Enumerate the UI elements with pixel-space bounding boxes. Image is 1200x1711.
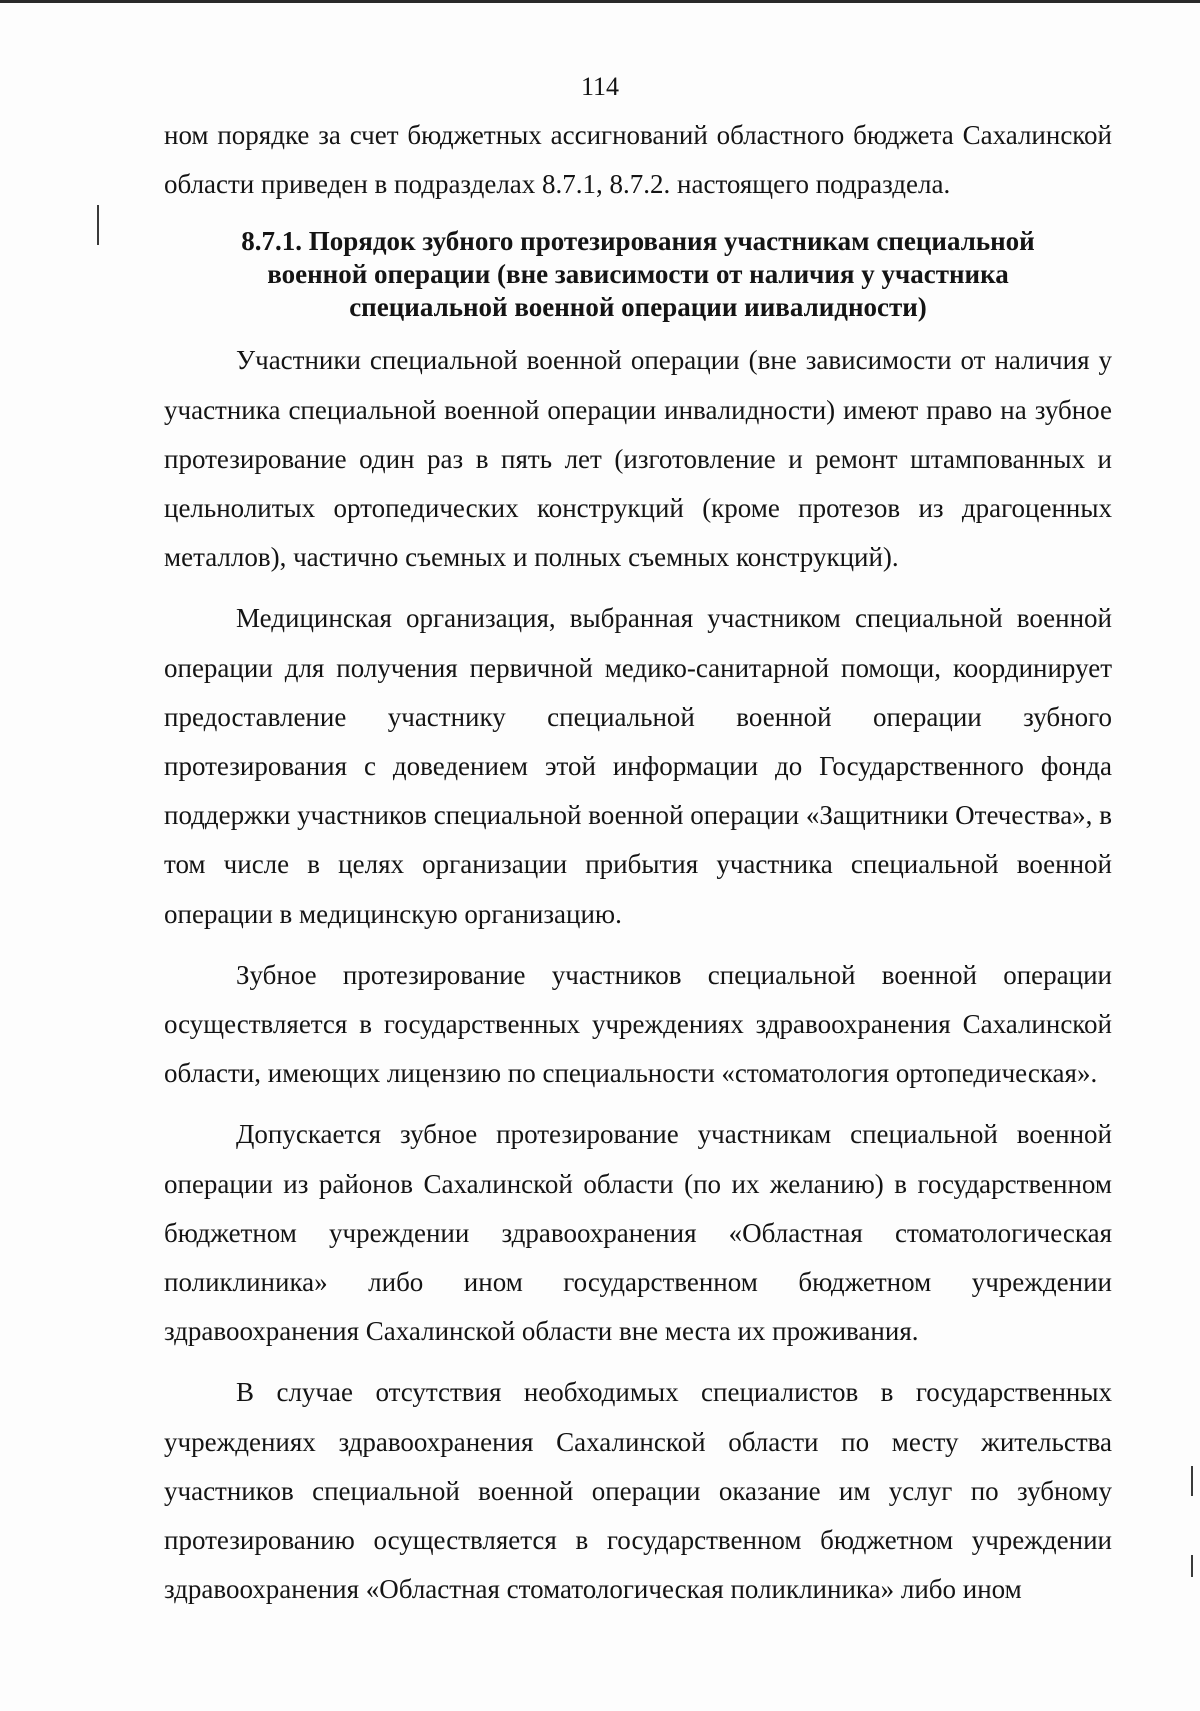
body-paragraph: Медицинская организация, выбранная участником специальной военной операции для получения первичной медико-санитарной помощи, координирует предоставление участнику специальной военной операции зубного протезирования с доведением этой информации до Государственного фонда поддержки участников специальной военной операции «Защитники Отечества», в том числе в целях организации прибытия участника специальной военной операции в медицинскую организацию. [164,603,1112,929]
paragraph-gap [164,582,1112,594]
page-number: 114 [580,72,620,101]
scan-margin-mark [97,205,99,245]
section-heading: 8.7.1. Порядок зубного протезирования участникам специальной военной операции (вне зависимости от наличия у участника специальной военной операции иивалидности) [241,226,1035,323]
body-paragraph: В случае отсутствия необходимых специалистов в государственных учреждениях здравоохранения Сахалинской области по месту жительства участников специальной военной операции оказание им услуг по зубному протезированию осуществляется в государственном бюджетном учреждении здравоохранения «Областная стоматологическая поликлиника» либо ином [164,1377,1112,1605]
paragraph-gap [164,1356,1112,1368]
paragraph-gap [164,939,1112,951]
body-paragraph: Допускается зубное протезирование участникам специальной военной операции из районов Сахалинской области (по их желанию) в государственном бюджетном учреждении здравоохранения «Областная стоматологическая поликлиника» либо ином государственном бюджетном учреждении здравоохранения Сахалинской области вне места их проживания. [164,1119,1112,1347]
body-paragraph: Зубное протезирование участников специальной военной операции осуществляется в государственных учреждениях здравоохранения Сахалинской области, имеющих лицензию по специальности «стоматология ортопедическая». [164,959,1112,1089]
paragraph-gap [164,1098,1112,1110]
scan-margin-mark [1191,1466,1193,1496]
scan-margin-mark [1191,1555,1193,1577]
continuation-paragraph: ном порядке за счет бюджетных ассигнований областного бюджета Сахалинской области приведен в подразделах 8.7.1, 8.7.2. настоящего подраздела. [164,120,1112,200]
scan-top-edge [0,0,1200,3]
document-body [164,111,1112,1614]
body-paragraph: Участники специальной военной операции (вне зависимости от наличия у участника специальной военной операции инвалидности) имеют право на зубное протезирование один раз в пять лет (изготовление и ремонт штампованных и цельнолитых ортопедических конструкций (кроме протезов из драгоценных металлов), частично съемных и полных съемных конструкций). [164,345,1112,573]
